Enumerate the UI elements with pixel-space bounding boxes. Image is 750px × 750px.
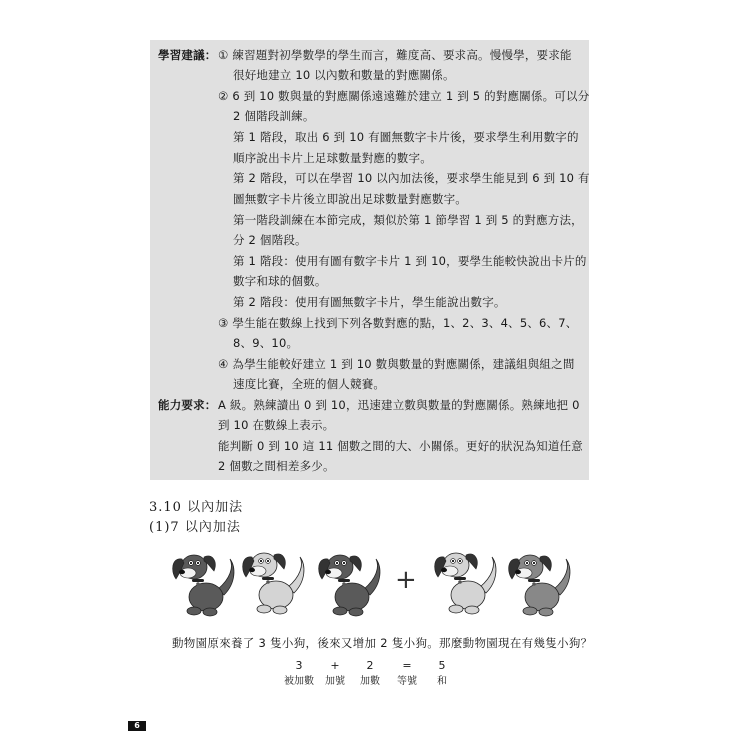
dog-icon: [243, 553, 304, 614]
page-number: 6: [128, 721, 146, 731]
learning-line: ① 練習題對初學數學的學生而言，難度高、要求高。慢慢學，要求能: [218, 48, 572, 62]
word-problem-question: 動物園原來養了 3 隻小狗，後來又增加 2 隻小狗。那麼動物園現在有幾隻小狗？: [172, 636, 593, 650]
learning-line: ② 6 到 10 數與量的對應關係遠遠難於建立 1 到 5 的對應關係。可以分: [218, 89, 590, 103]
learning-line: 第 2 階段，可以在學習 10 以內加法後，要求學生能見到 6 到 10 有: [233, 171, 590, 185]
learning-line: 數字和球的個數。: [233, 274, 327, 288]
ability-line: 2 個數之間相差多少。: [218, 459, 335, 473]
equation-plus: +: [330, 659, 340, 672]
learning-line: 第一階段訓練在本節完成，類似於第 1 節學習 1 到 5 的對應方法，: [233, 213, 583, 227]
learning-advice-label: 學習建議：: [158, 48, 217, 62]
equation-addend1: 3: [295, 659, 303, 672]
equation-equals: =: [402, 659, 412, 672]
learning-line: 很好地建立 10 以內數和數量的對應關係。: [233, 68, 455, 82]
ability-line: A 級。熟練讀出 0 到 10，迅速建立數與數量的對應關係。熟練地把 0: [218, 398, 580, 412]
learning-line: 圖無數字卡片後立即說出足球數量對應數字。: [233, 192, 467, 206]
equation-addend2: 2: [366, 659, 374, 672]
ability-line: 能判斷 0 到 10 這 11 個數之間的大、小關係。更好的狀況為知道任意: [218, 439, 583, 453]
learning-line: 第 1 階段：使用有圖有數字卡片 1 到 10，要學生能較快說出卡片的: [233, 254, 587, 268]
subsection-title: (1)7 以內加法: [149, 520, 241, 535]
ability-line: 到 10 在數線上表示。: [218, 418, 335, 432]
equation-sum: 5: [438, 659, 446, 672]
dog-icon: [509, 555, 570, 616]
ability-requirement-label: 能力要求：: [158, 398, 217, 412]
learning-line: 第 1 階段，取出 6 到 10 有圖無數字卡片後，要求學生利用數字的: [233, 130, 579, 144]
learning-line: 第 2 階段：使用有圖無數字卡片，學生能說出數字。: [233, 295, 506, 309]
teaching-notes-box: [150, 40, 589, 480]
learning-line: 速度比賽，全班的個人競賽。: [233, 377, 386, 391]
dog-icon: [435, 553, 496, 614]
learning-line: 順序說出卡片上足球數量對應的數字。: [233, 151, 432, 165]
equation-label-addend: 加數: [360, 676, 380, 687]
learning-line: 2 個階段訓練。: [233, 109, 315, 123]
equation-label-sum: 和: [437, 676, 447, 687]
dog-icon: [173, 555, 234, 616]
section-title: 3.10 以內加法: [149, 500, 244, 515]
learning-line: ④ 為學生能較好建立 1 到 10 數與數量的對應關係，建議組與組之間: [218, 357, 575, 371]
equation-label-augend: 被加數: [284, 676, 314, 687]
equation-label-equals: 等號: [397, 676, 417, 687]
dog-illustration: [170, 543, 600, 618]
plus-sign: +: [395, 565, 417, 595]
learning-line: 分 2 個階段。: [233, 233, 307, 247]
dog-icon: [319, 555, 380, 616]
learning-line: 8、9、10。: [233, 336, 299, 350]
equation-label-plus: 加號: [325, 676, 345, 687]
learning-line: ③ 學生能在數線上找到下列各數對應的點，1、2、3、4、5、6、7、: [218, 316, 578, 330]
